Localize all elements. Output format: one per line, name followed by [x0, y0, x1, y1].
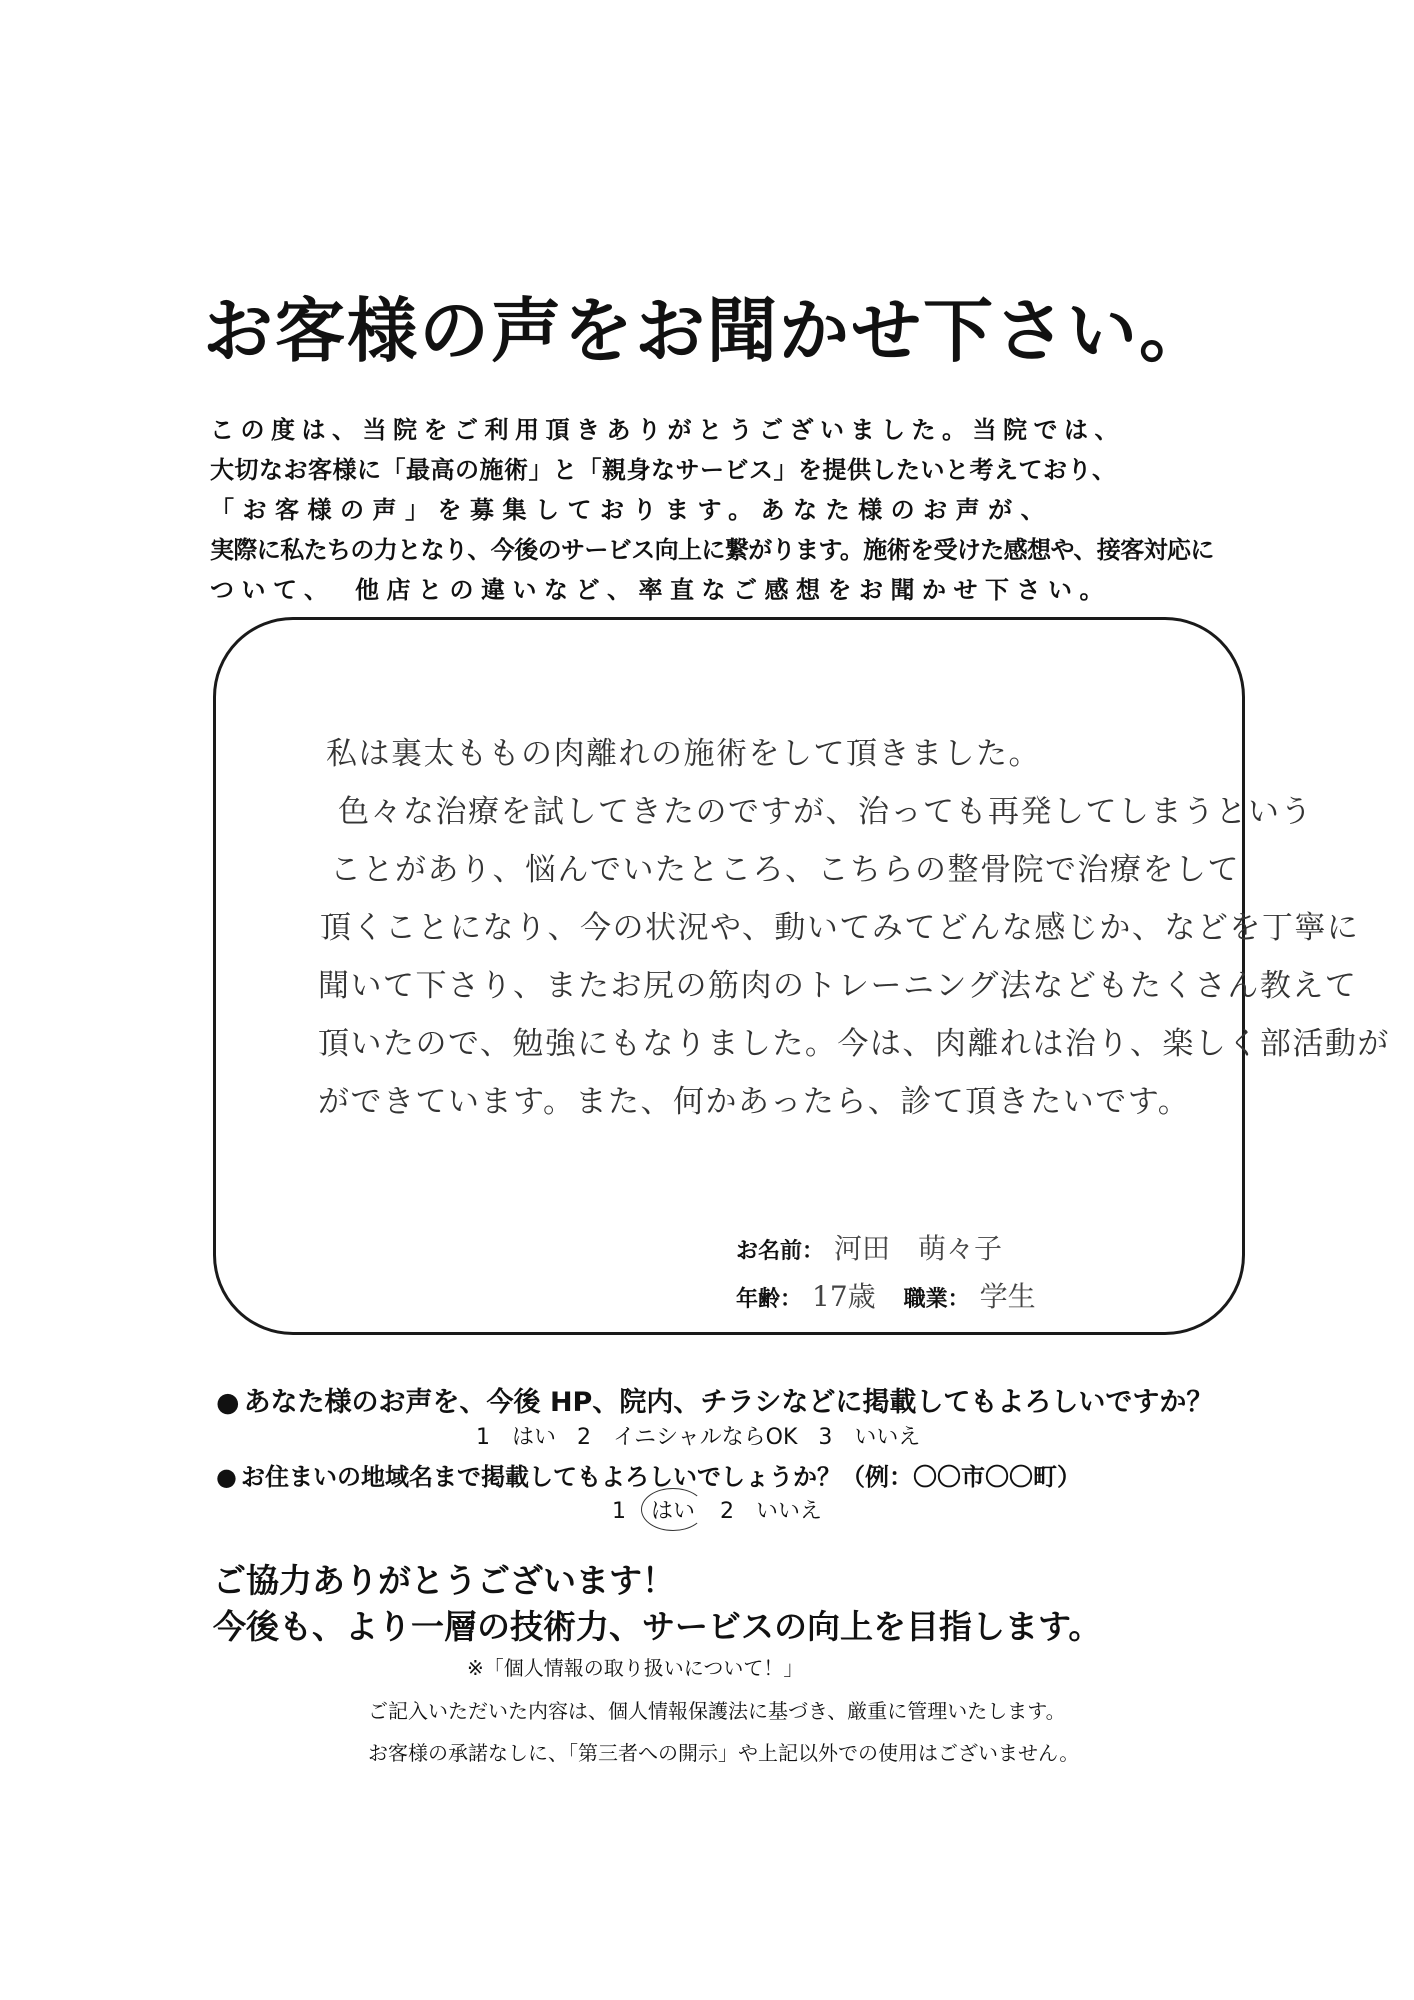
option-number: 1: [612, 1499, 626, 1524]
privacy-heading: ※「個人情報の取り扱いについて！」: [467, 1656, 804, 1680]
question-text: お住まいの地域名まで掲載してもよろしいでしょうか？（例：〇〇市〇〇町）: [240, 1463, 1081, 1491]
question1-options: [476, 1420, 932, 1451]
testimonial-line: 聞いて下さり、またお尻の筋肉のトレーニング法などもたくさん教えて: [318, 968, 1358, 1004]
job-value: 学生: [979, 1280, 1036, 1313]
testimonial-line: ができています。また、何かあったら、診て頂きたいです。: [318, 1084, 1191, 1120]
intro-line: 実際に私たちの力となり、今後のサービス向上に繋がります。施術を受けた感想や、接客対応に: [210, 536, 1214, 564]
privacy-notice: [368, 1690, 1079, 1774]
testimonial-line: 私は裏太ももの肉離れの施術をして頂きました。: [326, 736, 1041, 772]
privacy-line: ご記入いただいた内容は、個人情報保護法に基づき、厳重に管理いたします。: [368, 1699, 1066, 1723]
intro-line: ついて、 他店との違いなど、率直なご感想をお聞かせ下さい。: [210, 576, 1112, 604]
job-label: 職業：: [903, 1287, 970, 1312]
intro-line: 「お客様の声」を募集しております。あなた様のお声が、: [210, 496, 1054, 524]
testimonial-line: 頂くことになり、今の状況や、動いてみてどんな感じか、などを丁寧に: [320, 910, 1360, 946]
intro-paragraph: [210, 410, 1240, 610]
thanks-line: ご協力ありがとうございます！: [213, 1561, 675, 1600]
intro-line: 大切なお客様に「最高の施術」と「親身なサービス」を提供したいと考えており、: [210, 456, 1117, 484]
bullet-icon: ●: [216, 1463, 237, 1491]
testimonial-line: 頂いたので、勉強にもなりました。今は、肉離れは治り、楽しく部活動が: [318, 1026, 1390, 1062]
thanks-line: 今後も、より一層の技術力、サービスの向上を目指します。: [213, 1607, 1102, 1646]
question2-options: [612, 1494, 834, 1525]
option-yes: 1 はい: [476, 1425, 556, 1450]
question-publish-consent: [216, 1380, 1213, 1419]
handwritten-testimonial: [316, 725, 1390, 1131]
privacy-line: お客様の承諾なしに、「第三者への開示」や上記以外での使用はございません。: [368, 1741, 1080, 1765]
option-no: 3 いいえ: [818, 1425, 921, 1450]
question-area-consent: [216, 1457, 1081, 1492]
testimonial-box: [213, 617, 1390, 1335]
testimonial-line: 色々な治療を試してきたのですが、治っても再発してしまうという: [338, 794, 1313, 830]
name-label: お名前：: [736, 1239, 825, 1264]
intro-line: この度は、当院をご利用頂きありがとうございました。当院では、: [210, 416, 1125, 444]
signature-block: [736, 1225, 1064, 1321]
page-title: お客様の声をお聞かせ下さい。: [203, 290, 1211, 372]
option-yes-circled: はい: [647, 1494, 699, 1525]
thanks-message: [213, 1558, 1101, 1650]
testimonial-line: ことがあり、悩んでいたところ、こちらの整骨院で治療をして: [330, 852, 1240, 888]
bullet-icon: ●: [216, 1387, 240, 1418]
age-value: 17歳: [812, 1280, 876, 1313]
age-label: 年齢：: [736, 1287, 803, 1312]
option-initials-ok: 2 イニシャルならOK: [577, 1425, 798, 1450]
name-value: 河田 萌々子: [834, 1232, 1003, 1265]
question-text: あなた様のお声を、今後 HP、院内、チラシなどに掲載してもよろしいですか？: [243, 1387, 1214, 1418]
option-no: 2 いいえ: [720, 1499, 823, 1524]
